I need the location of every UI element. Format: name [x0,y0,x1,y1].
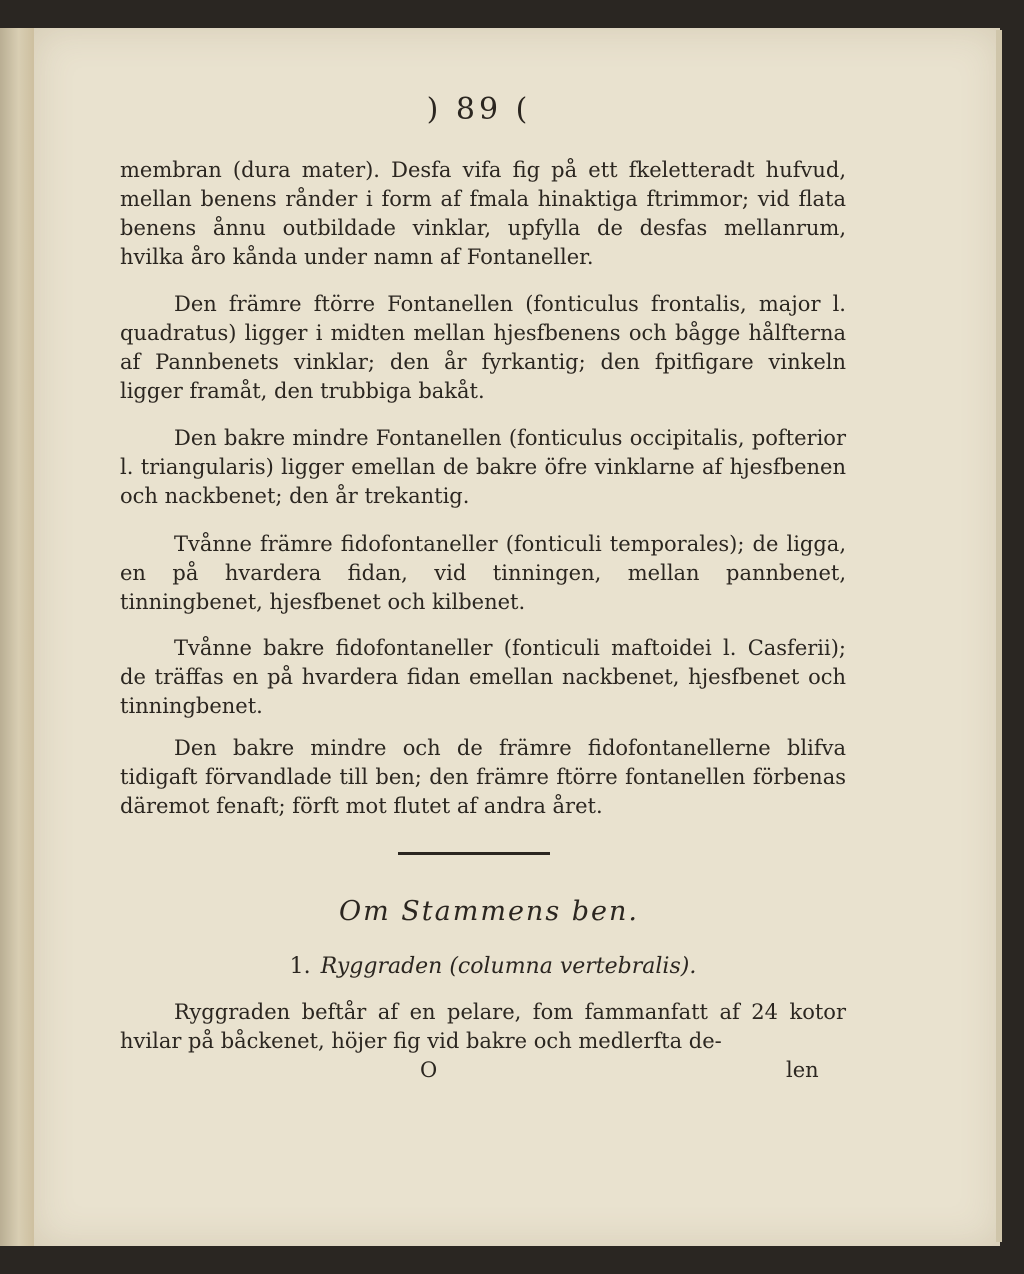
paragraph-front-side-fontanelles: Tvånne främre fidofontaneller (fonticuli temporales); de ligga, en på hvardera fidan, vid tinningen, mellan pannbenet, tinningbenet, hjesfbenet och kilbenet. [120,532,846,614]
paragraph-membran: membran (dura mater). Desfa vifa fig på ett fkeletteradt hufvud, mellan benens rånder i form af fmala hinaktiga ftrimmor; vid flata benens ånnu outbildade vinklar, upfylla de desfas mellanrum, hvilka åro kånda under namn af Fontaneller. [120,158,846,269]
subheading-number: 1. [289,954,311,979]
catchword: len [786,1058,819,1082]
paragraph-spine: Ryggraden beftår af en pelare, fom fammanfatt af 24 kotor hvilar på båckenet, höjer fig vid bakre och medlerfta de- [120,1000,846,1053]
subheading [10,954,976,979]
signature-mark: O [420,1058,438,1082]
page-edge [996,30,1002,1242]
paragraph-ossification: Den bakre mindre och de främre fidofontanellerne blifva tidigaft förvandlade till ben; den främre ftörre fontanellen förbenas däremot fenaft; förft mot flutet af andra året. [120,736,846,818]
subheading-text: Ryggraden (columna vertebralis). [320,954,697,979]
paragraph-back-side-fontanelles: Tvånne bakre fidofontaneller (fonticuli maftoidei l. Casferii); de träffas en på hvardera fidan emellan nackbenet, hjesfbenet och tinningbenet. [120,636,846,718]
facing-page-edge [0,28,36,1246]
paragraph-front-fontanelle: Den främre ftörre Fontanellen (fonticulus frontalis, major l. quadratus) ligger i midten mellan hjesfbenens och bågge hålfterna af Pannbenets vinklar; den år fyrkantig; den fpitfigare vinkeln ligger framåt, den trubbiga bakåt. [120,292,846,403]
section-heading: Om Stammens ben. [338,896,639,927]
paragraph-back-fontanelle: Den bakre mindre Fontanellen (fonticulus occipitalis, pofterior l. triangularis) ligger emellan de bakre öfre vinklarne af hjesfbenen och nackbenet; den år trekantig. [120,426,846,508]
section-divider-rule [398,852,550,855]
book-page [34,28,1000,1246]
page-number: ) 89 ( [426,92,532,127]
